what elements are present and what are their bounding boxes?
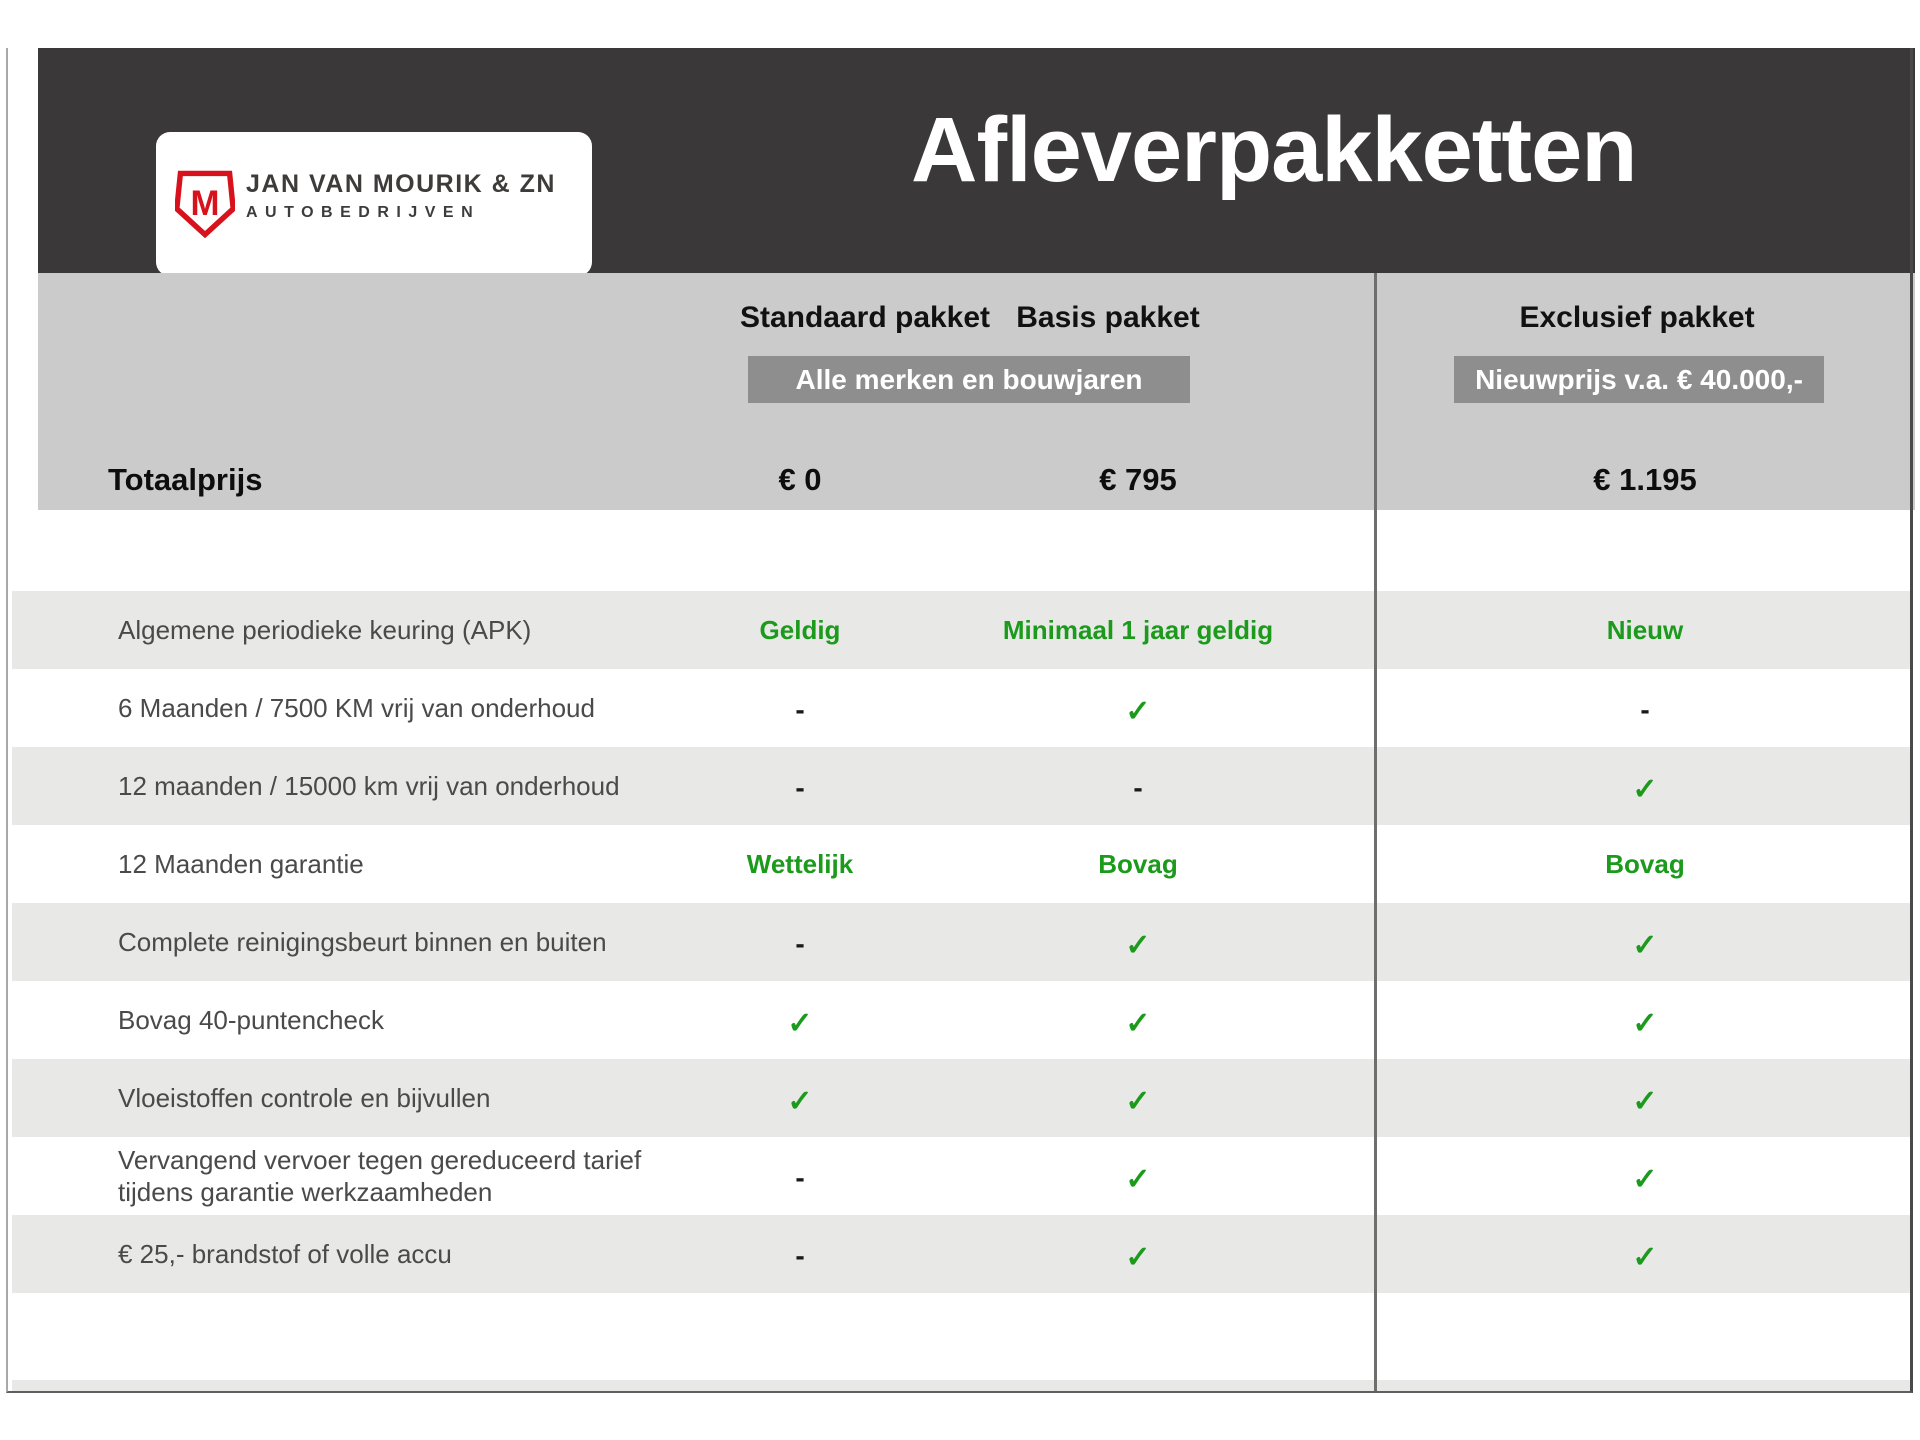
- table-row-vervangend-vervoer: [12, 1137, 1913, 1215]
- row-label: Vloeistoffen controle en bijvullen: [118, 1083, 491, 1113]
- bottom-strip: [12, 1380, 1913, 1391]
- company-subtitle: AUTOBEDRIJVEN: [246, 204, 481, 221]
- table-row-apk: [12, 591, 1913, 669]
- cell-exclusief: ✓: [1632, 772, 1658, 806]
- cell-basis: ✓: [1125, 1084, 1151, 1118]
- cell-exclusief: -: [1640, 694, 1650, 725]
- cell-standaard: ✓: [787, 1006, 813, 1040]
- cell-exclusief: ✓: [1632, 1084, 1658, 1118]
- table-row-6-maanden: [12, 669, 1913, 747]
- cell-standaard: ✓: [787, 1084, 813, 1118]
- dealer-logo-card: [156, 132, 592, 276]
- total-exclusief: € 1.195: [1593, 462, 1697, 497]
- cell-standaard: Wettelijk: [746, 848, 854, 879]
- table-row-12-maanden: [12, 747, 1913, 825]
- row-label: Complete reinigingsbeurt binnen en buiten: [118, 927, 607, 957]
- column-header-basis: Basis pakket: [1016, 301, 1200, 334]
- cell-standaard: -: [795, 928, 805, 959]
- cell-exclusief: ✓: [1632, 1240, 1658, 1274]
- cell-standaard: Geldig: [759, 614, 841, 645]
- total-standaard: € 0: [778, 462, 822, 497]
- row-label: 6 Maanden / 7500 KM vrij van onderhoud: [118, 693, 595, 723]
- total-price-label: Totaalprijs: [108, 462, 263, 497]
- table-row-puntencheck: [12, 981, 1913, 1059]
- column-header-standaard: Standaard pakket: [739, 301, 991, 334]
- exclusief-column-divider: [1374, 273, 1377, 1391]
- cell-basis: ✓: [1125, 928, 1151, 962]
- cell-standaard: -: [795, 694, 805, 725]
- page-title: Afleverpakketten: [911, 99, 1637, 201]
- cell-basis: ✓: [1125, 1006, 1151, 1040]
- row-label: Bovag 40-puntencheck: [118, 1005, 384, 1035]
- cell-basis: ✓: [1125, 1162, 1151, 1196]
- column-header-exclusief: Exclusief pakket: [1519, 301, 1755, 334]
- company-name: JAN VAN MOURIK & ZN: [246, 170, 556, 198]
- cell-exclusief: ✓: [1632, 1162, 1658, 1196]
- svg-text:M: M: [190, 183, 220, 223]
- row-label: € 25,- brandstof of volle accu: [118, 1239, 452, 1269]
- cell-basis: Minimaal 1 jaar geldig: [1002, 614, 1274, 645]
- cell-standaard: -: [795, 1162, 805, 1193]
- shield-logo-icon: [175, 170, 235, 238]
- cell-basis: ✓: [1125, 694, 1151, 728]
- row-label: 12 Maanden garantie: [118, 849, 364, 879]
- table-row-reiniging: [12, 903, 1913, 981]
- table-row-brandstof: [12, 1215, 1913, 1293]
- row-label: Vervangend vervoer tegen gereduceerd tarief tijdens garantie werkzaamheden: [118, 1145, 642, 1207]
- table-row-vloeistoffen: [12, 1059, 1913, 1137]
- logo-text-block: [246, 170, 586, 222]
- row-label: Algemene periodieke keuring (APK): [118, 615, 532, 645]
- cell-exclusief: Bovag: [1605, 848, 1685, 879]
- cell-exclusief: ✓: [1632, 928, 1658, 962]
- cell-exclusief: Nieuw: [1606, 614, 1684, 645]
- header-bar: [38, 48, 1915, 273]
- cell-basis: Bovag: [1098, 848, 1178, 879]
- cell-standaard: -: [795, 1240, 805, 1271]
- row-label: 12 maanden / 15000 km vrij van onderhoud: [118, 771, 620, 801]
- cell-basis: ✓: [1125, 1240, 1151, 1274]
- total-basis: € 795: [1099, 462, 1177, 497]
- badge-alle-merken: Alle merken en bouwjaren: [748, 356, 1190, 403]
- cell-exclusief: ✓: [1632, 1006, 1658, 1040]
- badge-nieuwprijs: Nieuwprijs v.a. € 40.000,-: [1454, 356, 1824, 403]
- cell-basis: -: [1133, 772, 1143, 803]
- table-row-garantie: [12, 825, 1913, 903]
- cell-standaard: -: [795, 772, 805, 803]
